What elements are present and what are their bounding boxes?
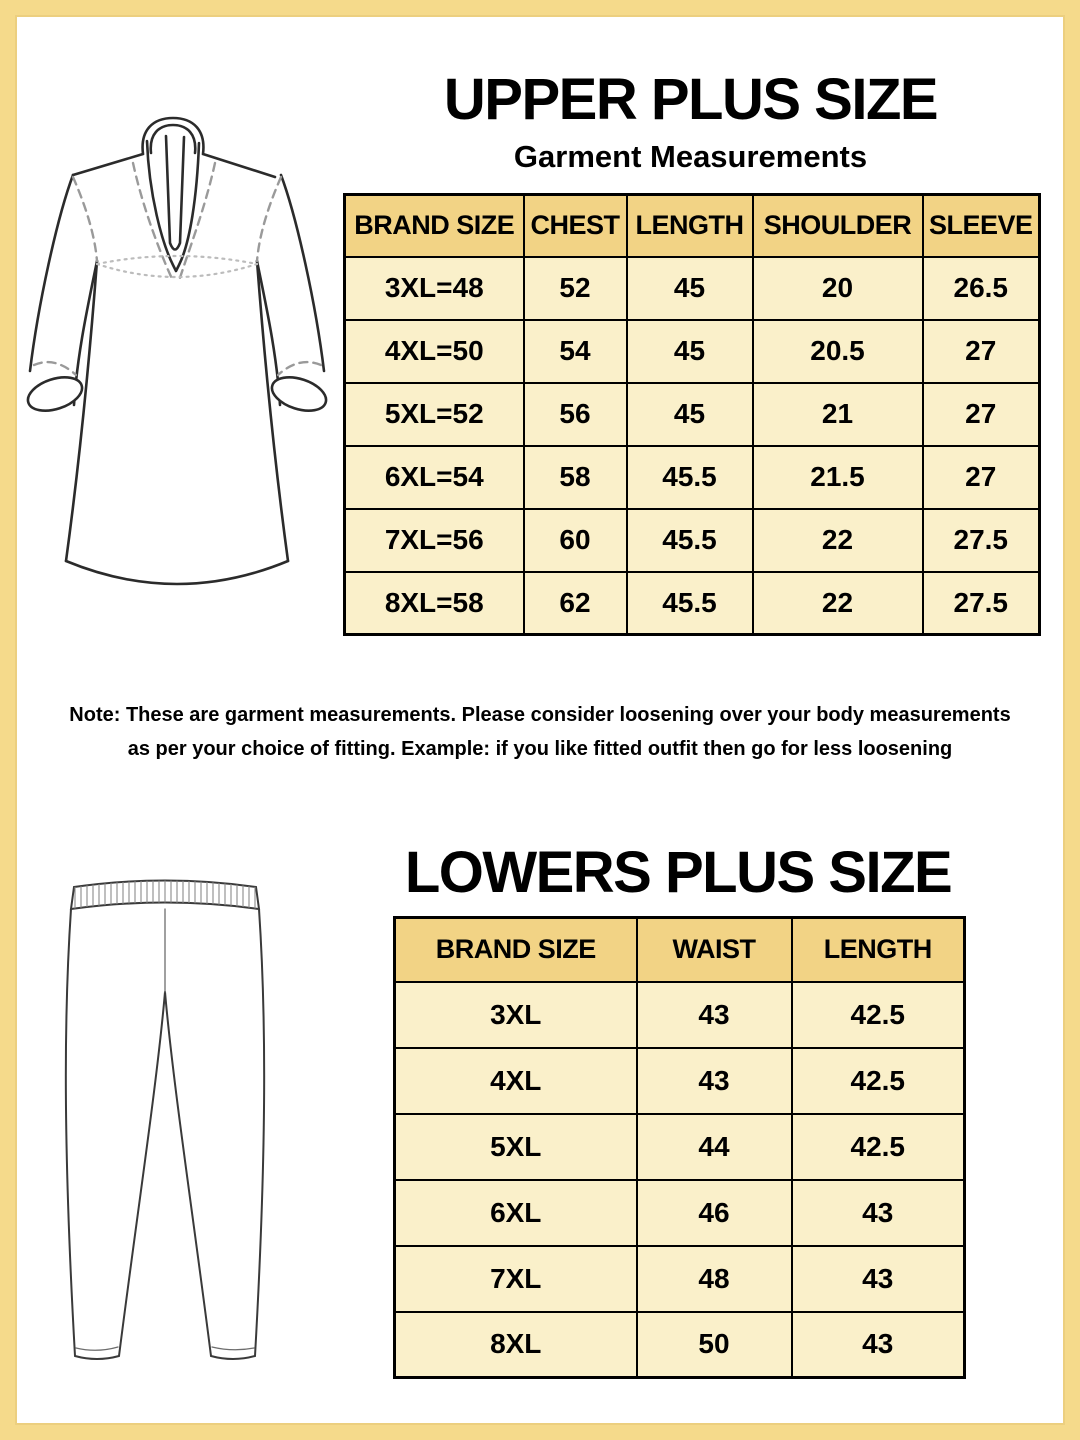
table-cell: 27.5 <box>923 509 1040 572</box>
note-line-1: Note: These are garment measurements. Please consider loosening over your body measurements <box>69 704 1011 726</box>
note-line-2: as per your choice of fitting. Example: if you like fitted outfit then go for less loosening <box>127 738 953 760</box>
table-cell: 6XL <box>395 1180 637 1246</box>
table-row <box>395 1114 965 1180</box>
table-cell: 21.5 <box>753 446 923 509</box>
header-cell-waist: WAIST <box>637 918 792 982</box>
table-cell: 4XL <box>395 1048 637 1114</box>
table-row <box>345 383 1040 446</box>
table-row <box>345 572 1040 635</box>
header-cell-shoulder: SHOULDER <box>753 195 923 257</box>
table-cell: 43 <box>637 982 792 1048</box>
table-cell: 43 <box>637 1048 792 1114</box>
table-row <box>345 320 1040 383</box>
table-row <box>345 446 1040 509</box>
table-cell: 7XL <box>395 1246 637 1312</box>
table-cell: 26.5 <box>923 257 1040 320</box>
table-cell: 52 <box>524 257 627 320</box>
header-row <box>345 195 1040 257</box>
table-cell: 56 <box>524 383 627 446</box>
table-row <box>345 509 1040 572</box>
table-cell: 45.5 <box>627 446 753 509</box>
table-cell: 60 <box>524 509 627 572</box>
table-cell: 27.5 <box>923 572 1040 635</box>
table-cell: 43 <box>792 1180 965 1246</box>
table-cell: 22 <box>753 509 923 572</box>
table-cell: 6XL=54 <box>345 446 524 509</box>
table-cell: 27 <box>923 446 1040 509</box>
kurta-illustration <box>25 113 330 593</box>
table-row <box>345 257 1040 320</box>
table-cell: 20 <box>753 257 923 320</box>
table-cell: 43 <box>792 1246 965 1312</box>
table-cell: 43 <box>792 1312 965 1378</box>
table-cell: 50 <box>637 1312 792 1378</box>
table-cell: 3XL <box>395 982 637 1048</box>
table-cell: 5XL <box>395 1114 637 1180</box>
table-cell: 42.5 <box>792 1114 965 1180</box>
table-cell: 46 <box>637 1180 792 1246</box>
table-cell: 45 <box>627 257 753 320</box>
table-row <box>395 1246 965 1312</box>
table-cell: 54 <box>524 320 627 383</box>
table-row <box>395 1180 965 1246</box>
table-cell: 20.5 <box>753 320 923 383</box>
table-row <box>395 1048 965 1114</box>
table-cell: 48 <box>637 1246 792 1312</box>
lower-section-title: LOWERS PLUS SIZE <box>404 840 952 905</box>
table-cell: 45.5 <box>627 509 753 572</box>
table-cell: 7XL=56 <box>345 509 524 572</box>
upper-section-subtitle: Garment Measurements <box>513 139 868 174</box>
table-cell: 45.5 <box>627 572 753 635</box>
header-cell-length: LENGTH <box>792 918 965 982</box>
header-cell-brand-size: BRAND SIZE <box>395 918 637 982</box>
table-cell: 58 <box>524 446 627 509</box>
table-cell: 42.5 <box>792 1048 965 1114</box>
table-cell: 42.5 <box>792 982 965 1048</box>
table-cell: 3XL=48 <box>345 257 524 320</box>
table-cell: 45 <box>627 320 753 383</box>
table-cell: 8XL=58 <box>345 572 524 635</box>
upper-size-table <box>343 193 1041 636</box>
table-cell: 4XL=50 <box>345 320 524 383</box>
header-cell-brand-size: BRAND SIZE <box>345 195 524 257</box>
header-row <box>395 918 965 982</box>
measurement-note <box>40 698 1040 766</box>
table-row <box>395 982 965 1048</box>
table-cell: 27 <box>923 383 1040 446</box>
table-row <box>395 1312 965 1378</box>
table-cell: 22 <box>753 572 923 635</box>
header-cell-chest: CHEST <box>524 195 627 257</box>
table-cell: 27 <box>923 320 1040 383</box>
table-cell: 45 <box>627 383 753 446</box>
header-cell-length: LENGTH <box>627 195 753 257</box>
lower-size-table <box>393 916 966 1379</box>
table-cell: 5XL=52 <box>345 383 524 446</box>
pants-illustration <box>60 874 270 1366</box>
table-cell: 62 <box>524 572 627 635</box>
upper-section-title: UPPER PLUS SIZE <box>443 67 938 132</box>
table-cell: 8XL <box>395 1312 637 1378</box>
table-cell: 21 <box>753 383 923 446</box>
header-cell-sleeve: SLEEVE <box>923 195 1040 257</box>
table-cell: 44 <box>637 1114 792 1180</box>
